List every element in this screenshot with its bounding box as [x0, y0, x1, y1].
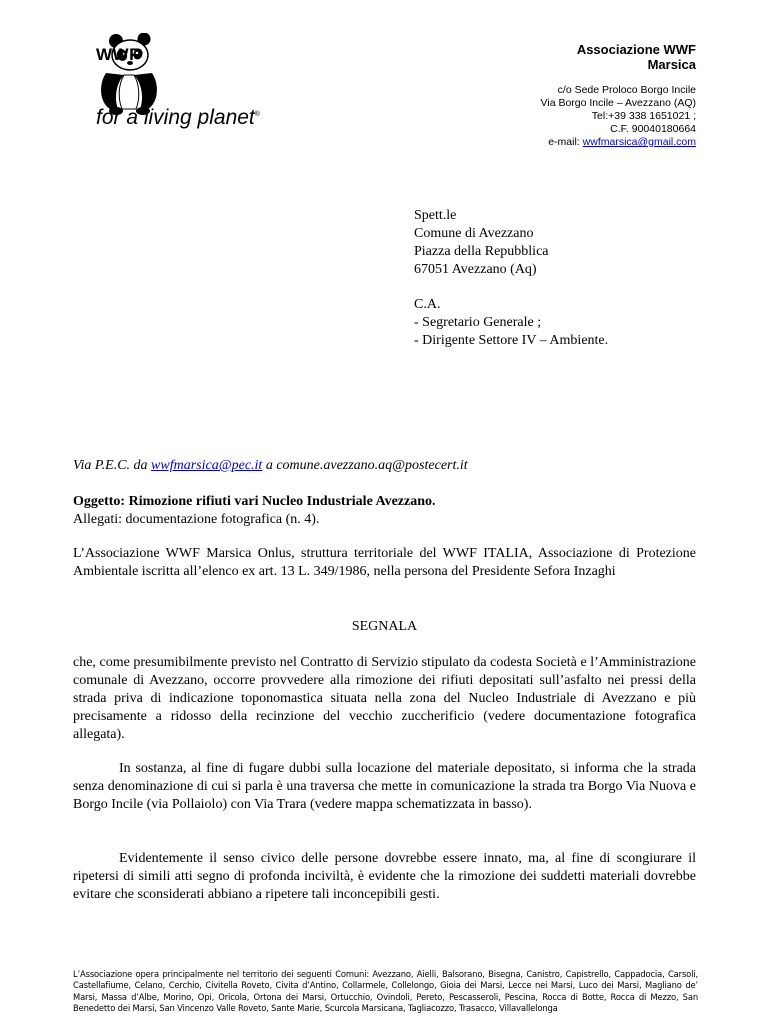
subject-block [73, 493, 696, 529]
org-name: Associazione WWF Marsica [576, 42, 696, 72]
paragraph-1: che, come presumibilmente previsto nel Contratto di Servizio stipulato da codesta Società e l’Amministrazione comunale di Avezzano, occorre provvedere alla rimozione dei rifiuti depositati sull’asfalto nei pressi della strada priva di indicazione toponomastica situata nella zona del Nucleo Industriale di Avezzano e più precisamente a ridosso della recinzione del vecchio zuccherificio (vedere documentazione fotografica allegata). [73, 655, 696, 742]
org-address-1: c/o Sede Proloco Borgo Incile [557, 84, 696, 96]
paragraph-2: In sostanza, al fine di fugare dubbi sulla locazione del materiale depositato, si informa che la strada senza denominazione di cui si parla è una traversa che mette in comunicazione la strada tra Borgo Via Nuova e Borgo Incile (via Pollaiolo) con Via Trara (vedere mappa schematizzata in basso). [73, 761, 696, 812]
pec-line: Via P.E.C. da wwfmarsica@pec.it a comune.avezzano.aq@postecert.it [73, 458, 468, 473]
org-tax-code: C.F. 90040180664 [610, 123, 696, 135]
tagline [96, 107, 260, 128]
tagline-text: for a living planet [96, 106, 255, 129]
org-address-2: Via Borgo Incile – Avezzano (AQ) [540, 97, 696, 109]
subject-line: Oggetto: Rimozione rifiuti vari Nucleo Industriale Avezzano. [73, 494, 436, 509]
footer-municipalities: L’Associazione opera principalmente nel territorio dei seguenti Comuni: Avezzano, Aielli, Balsorano, Bisegna, Canistro, Capistrello, Cappadocia, Carsoli, Castellafiume, Celano, Cerchio, Civitella Roveto, Civita d’Antino, Collarmele, Collelongo, Gioia dei Marsi, Lecce nei Marsi, Luco dei Marsi, Magliano de’ Marsi, Massa d’Albe, Morino, Opi, Oricola, Ortona dei Marsi, Ortucchio, Ovindoli, Pereto, Pescasseroli, Pescina, Rocca di Botte, Rocca di Mezzo, San Benedetto dei Marsi, San Vincenzo Valle Roveto, Sante Marie, Scurcola Marsicana, Tagliacozzo, Trasacco, Villavallelonga [73, 969, 698, 1013]
email-link[interactable]: wwfmarsica@gmail.com [582, 136, 696, 148]
attachments-line: Allegati: documentazione fotografica (n. 4). [73, 512, 320, 527]
intro-paragraph: L’Associazione WWF Marsica Onlus, struttura territoriale del WWF ITALIA, Associazione di Protezione Ambientale iscritta all’elenco ex art. 13 L. 349/1986, nella persona del Presidente Sefora Inzaghi [73, 546, 696, 579]
pec-sender-link[interactable]: wwfmarsica@pec.it [151, 458, 263, 473]
paragraph-3: Evidentemente il senso civico delle persone dovrebbe essere innato, ma, al fine di scongiurare il ripetersi di simili atti segno di profonda inciviltà, è evidente che la rimozione dei suddetti materiali dovrebbe evitare che sconsiderati abbiano a ripetere tali inconcepibili gesti. [73, 851, 696, 902]
org-email: e-mail: wwfmarsica@gmail.com [548, 136, 696, 148]
org-contact [541, 84, 696, 149]
org-phone: Tel:+39 338 1651021 ; [591, 110, 696, 122]
organization-block [541, 42, 696, 149]
wwf-wordmark: WWF [96, 45, 140, 64]
segnala-heading: SEGNALA [351, 619, 418, 634]
recipient-address: Spett.le Comune di Avezzano Piazza della Repubblica 67051 Avezzano (Aq) C.A. - Segretario Generale ; - Dirigente Settore IV – Ambiente. [414, 208, 609, 348]
registered-mark: ® [254, 111, 260, 118]
